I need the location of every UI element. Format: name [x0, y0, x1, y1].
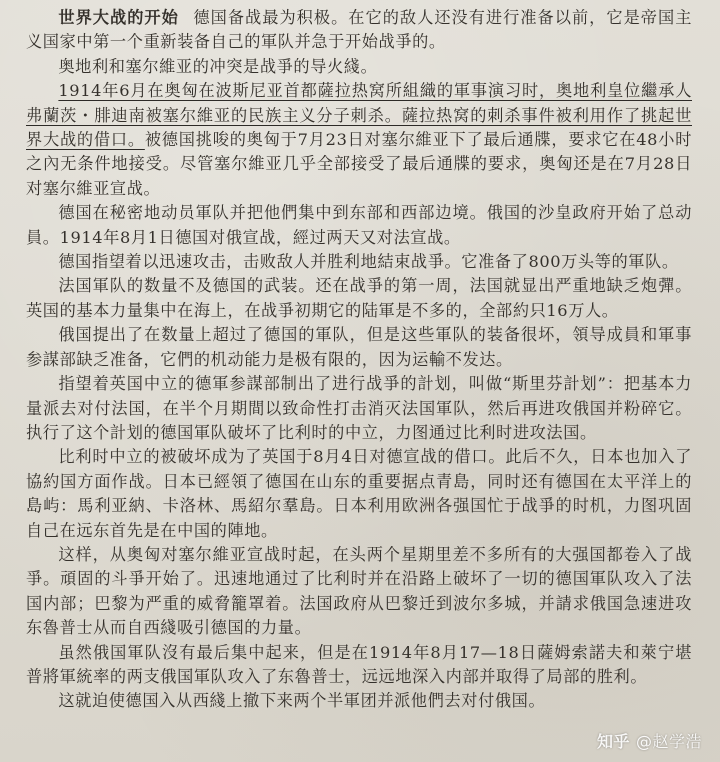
section-heading: 世界大战的开始: [58, 8, 179, 27]
watermark-logo: 知乎: [596, 732, 630, 751]
paragraph-belgium-japan: 比利时中立的被破坏成为了英国于8月4日对德宣战的借口。此后不久，日本也加入了協約国方面作战。日本已經領了德国在山东的重要据点青島，同时还有德国在太平洋上的島屿：馬利亚納、卡洛林、馬紹尔羣島。日本利用欧洲各强国忙于战爭的时机，力图巩固自己在远东首先是在中国的陣地。: [26, 447, 692, 540]
underlined-passage: 1914年6月在奥匈在波斯尼亚首都薩拉热窝所組織的軍事演习时，奥地利皇位繼承人弗蘭茨・腓迪南被塞尔維亚的民族主义分子刺杀。薩拉热窝的刺杀事件被利用作了挑起世界大战的借口。: [26, 81, 692, 150]
paragraph-text: 被德国挑唆的奥匈于7月23日对塞尔維亚下了最后通牒，要求它在48小时之內无条件地接受。尽管塞尔維亚几乎全部接受了最后通牒的要求，奥匈还是在7月28日对塞尔維亚宣战。: [26, 130, 692, 198]
page-text-body: [26, 6, 692, 714]
paragraph-great-powers: 这样，从奥匈对塞尔維亚宣战时起，在头两个星期里差不多所有的大强国都卷入了战爭。頑固的斗爭开始了。迅速地通过了比利时并在沿路上破坏了一切的德国軍队攻入了法国内部；巴黎为严重的威脅籠罩着。法国政府从巴黎迁到波尔多城，并請求俄国急速进攻东魯普士从而自西綫吸引德国的力量。: [26, 544, 692, 638]
paragraph-sarajevo: [26, 79, 692, 201]
paragraph-east-prussia: 虽然俄国軍队沒有最后集中起来，但是在1914年8月17—18日薩姆索諾夫和萊宁堪普將軍統率的两支俄国軍队攻入了东魯普士，远远地深入内部并取得了局部的胜利。: [26, 642, 692, 686]
paragraph-mobilization: 德国在秘密地动员軍队并把他們集中到东部和西部边境。俄国的沙皇政府开始了总动員。1914年8月1日德国对俄宣战，經过两天又对法宣战。: [26, 203, 692, 247]
paragraph-russian-army: 俄国提出了在数量上超过了德国的軍队，但是这些軍队的装备很坏，領导成員和軍事参謀部缺乏准备，它們的机动能力是极有限的，因为运輸不发达。: [26, 325, 692, 369]
paragraph-german-plan: 德国指望着以迅速攻击，击败敌人并胜利地結束战爭。它准备了800万头等的軍队。: [58, 252, 679, 272]
paragraph-text: 德国备战最为积极。在它的敌人还没有进行准备以前，它是帝国主义国家中第一个重新装备自己的軍队并急于开始战爭的。: [26, 8, 692, 52]
paragraph-war-start: [26, 6, 692, 55]
watermark-username: @赵学浩: [635, 732, 702, 751]
paragraph-german-withdrawal: 这就迫使德国入从西綫上撤下来两个半軍团并派他們去对付俄国。: [58, 691, 546, 711]
paragraph-schlieffen-plan: 指望着英国中立的德軍参謀部制出了进行战爭的計划，叫做“斯里芬計划”：把基本力量派去对付法国，在半个月期間以致命性打击消灭法国軍队，然后再进攻俄国并粉碎它。执行了这个計划的德国軍队破坏了比利时的中立，力图通过比利时进攻法国。: [26, 374, 692, 442]
paragraph-fuse: 奥地利和塞尔維亚的冲突是战爭的导火綫。: [58, 56, 378, 76]
paragraph-french-army: 法国軍队的数量不及德国的武装。还在战爭的第一周，法国就显出严重地缺乏炮彈。英国的基本力量集中在海上，在战爭初期它的陆軍是不多的，全部約只16万人。: [26, 276, 692, 320]
zhihu-watermark: [591, 727, 708, 754]
